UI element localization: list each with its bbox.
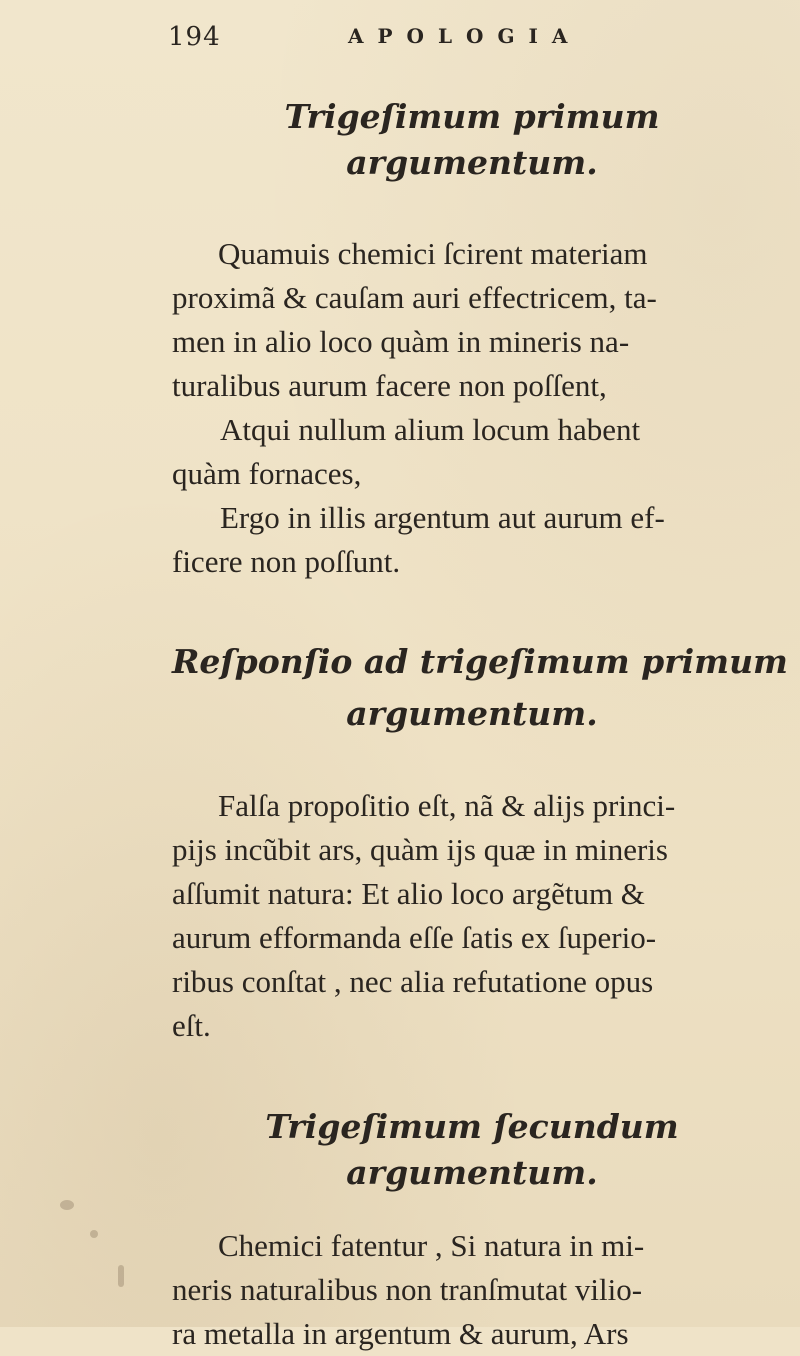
text-line: Falſa propoſitio eſt, nã & alijs princi-	[218, 788, 676, 823]
ink-blot	[90, 1230, 98, 1238]
section-heading-3: Trigeſimum ſecundum argumentum.	[265, 1107, 679, 1192]
text-line: proximã & cauſam auri effectricem, ta-	[172, 280, 657, 315]
ink-blot	[60, 1200, 74, 1210]
text-line: aurum efformanda eſſe ſatis ex ſuperio-	[172, 920, 657, 955]
section-heading-1: Trigeſimum primum argumentum.	[284, 97, 660, 182]
argument-paragraph-2	[172, 1224, 772, 1356]
response-paragraph	[172, 784, 772, 1048]
ink-blot	[118, 1265, 124, 1287]
text-line: Ergo in illis argentum aut aurum ef-	[220, 500, 665, 535]
heading-line: argumentum.	[346, 694, 598, 733]
page-number: 194	[168, 22, 221, 52]
text-line: ficere non poſſunt.	[172, 544, 401, 579]
text-line: neris naturalibus non tranſmutat vilio-	[172, 1272, 643, 1307]
text-line: ribus conſtat , nec alia refutatione opus	[172, 964, 654, 999]
running-head: APOLOGIA	[348, 24, 582, 48]
section-heading-2	[172, 636, 788, 740]
text-line: eſt.	[172, 1008, 211, 1043]
argument-paragraph-1	[172, 232, 772, 584]
text-line: turalibus aurum facere non poſſent,	[172, 368, 607, 403]
text-line: quàm fornaces,	[172, 456, 362, 491]
text-line: men in alio loco quàm in mineris na-	[172, 324, 630, 359]
text-line: Atqui nullum alium locum habent	[220, 412, 641, 447]
text-line: Quamuis chemici ſcirent materiam	[218, 236, 648, 271]
heading-line: Reſponſio ad trigeſimum primum	[172, 642, 788, 681]
text-line: Chemici fatentur , Si natura in mi-	[218, 1228, 645, 1263]
text-line: aſſumit natura: Et alio loco argẽtum &	[172, 876, 645, 911]
text-line: pijs incũbit ars, quàm ijs quæ in mineris	[172, 832, 668, 867]
text-line: ra metalla in argentum & aurum, Ars	[172, 1316, 629, 1351]
text-block	[172, 90, 788, 1356]
